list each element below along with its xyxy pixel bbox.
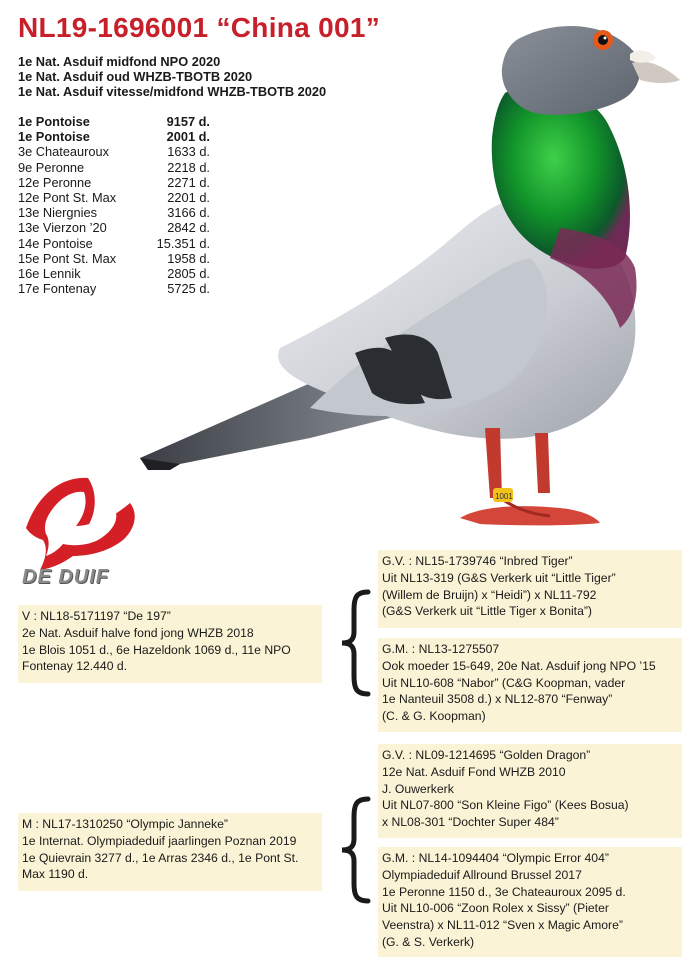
- grandfather-maternal-box: [378, 744, 682, 838]
- result-place: 13e Vierzon ’20: [18, 220, 107, 236]
- result-distance: 2271 d.: [167, 174, 210, 190]
- result-place: 3e Chateauroux: [18, 144, 110, 160]
- result-place: 17e Fontenay: [18, 281, 97, 297]
- pedigree-line: G.M. : NL14-1094404 “Olympic Error 404”: [382, 851, 609, 865]
- pedigree-line: 1e Peronne 1150 d., 3e Chateauroux 2095 d.: [382, 884, 626, 899]
- father-line: V : NL18-5171197 “De 197”: [22, 609, 171, 623]
- result-distance: 15.351 d.: [156, 235, 210, 251]
- mother-line: M : NL17-1310250 “Olympic Janneke”: [22, 817, 228, 831]
- pedigree-line: Uit NL07-800 “Son Kleine Figo” (Kees Bosua): [382, 798, 629, 813]
- result-place: 9e Peronne: [18, 159, 85, 175]
- result-place: 1e Pontoise: [18, 129, 90, 145]
- grandmother-paternal-box: [378, 638, 682, 732]
- grandmother-maternal-box: [378, 847, 682, 957]
- title-line: 1e Nat. Asduif midfond NPO 2020: [18, 54, 221, 69]
- pedigree-line: (C. & G. Koopman): [382, 709, 486, 724]
- pedigree-line: (Willem de Bruijn) x “Heidi”) x NL11-792: [382, 587, 597, 602]
- title-line: 1e Nat. Asduif oud WHZB-TBOTB 2020: [18, 69, 253, 84]
- pedigree-line: x NL08-301 “Dochter Super 484”: [382, 815, 559, 830]
- pedigree-line: G.V. : NL15-1739746 “Inbred Tiger”: [382, 554, 573, 568]
- result-distance: 1633 d.: [167, 144, 210, 160]
- result-place: 1e Pontoise: [18, 114, 90, 129]
- result-place: 12e Peronne: [18, 174, 92, 190]
- pigeon-photo: [140, 18, 685, 538]
- father-box: [18, 605, 322, 683]
- result-distance: 2805 d.: [167, 266, 210, 282]
- result-distance: 2842 d.: [167, 220, 210, 236]
- mother-line: 1e Internat. Olympiadeduif jaarlingen Poznan 2019: [22, 833, 297, 848]
- leg-ring: 1001: [495, 492, 513, 501]
- result-place: 16e Lennik: [18, 266, 81, 282]
- grandfather-paternal-box: [378, 550, 682, 628]
- pedigree-line: Uit NL10-608 “Nabor” (C&G Koopman, vader: [382, 675, 626, 690]
- pedigree-line: 1e Nanteuil 3508 d.) x NL12-870 “Fenway”: [382, 692, 613, 707]
- mother-line: Max 1190 d.: [22, 867, 89, 882]
- pedigree-line: Ook moeder 15-649, 20e Nat. Asduif jong NPO ’15: [382, 658, 656, 673]
- pedigree-line: G.V. : NL09-1214695 “Golden Dragon”: [382, 748, 591, 762]
- brace-icon: [338, 795, 372, 905]
- result-distance: 1958 d.: [167, 250, 210, 266]
- page-title: NL19-1696001 “China 001”: [18, 12, 381, 43]
- pedigree-line: 12e Nat. Asduif Fond WHZB 2010: [382, 764, 566, 779]
- brace-icon: [338, 588, 372, 698]
- result-distance: 9157 d.: [166, 114, 210, 129]
- result-place: 15e Pont St. Max: [18, 250, 117, 266]
- mother-box: [18, 813, 322, 891]
- logo-text: DE DUIF: [22, 566, 109, 588]
- title-line: 1e Nat. Asduif vitesse/midfond WHZB-TBOTB 2020: [18, 84, 327, 99]
- pedigree-line: Veenstra) x NL11-012 “Sven x Magic Amore”: [382, 918, 623, 933]
- result-place: 14e Pontoise: [18, 235, 93, 251]
- father-line: 1e Blois 1051 d., 6e Hazeldonk 1069 d., 11e NPO: [22, 642, 291, 657]
- pedigree-line: (G. & S. Verkerk): [382, 934, 475, 949]
- mother-line: 1e Quievrain 3277 d., 1e Arras 2346 d., 1e Pont St.: [22, 850, 299, 865]
- father-line: 2e Nat. Asduif halve fond jong WHZB 2018: [22, 625, 254, 640]
- pedigree-line: Olympiadeduif Allround Brussel 2017: [382, 867, 582, 882]
- result-distance: 2001 d.: [166, 129, 210, 145]
- pedigree-line: J. Ouwerkerk: [382, 781, 454, 796]
- result-distance: 2201 d.: [167, 190, 210, 206]
- father-line: Fontenay 12.440 d.: [22, 659, 128, 674]
- result-distance: 3166 d.: [167, 205, 210, 221]
- pedigree-line: Uit NL10-006 “Zoon Rolex x Sissy” (Pieter: [382, 901, 609, 916]
- result-distance: 2218 d.: [167, 159, 210, 175]
- pedigree-line: Uit NL13-319 (G&S Verkerk uit “Little Tiger”: [382, 570, 616, 585]
- result-place: 13e Niergnies: [18, 205, 97, 221]
- result-distance: 5725 d.: [167, 281, 210, 297]
- pedigree-line: (G&S Verkerk uit “Little Tiger x Bonita”): [382, 604, 592, 619]
- pedigree-line: G.M. : NL13-1275507: [382, 642, 500, 656]
- result-place: 12e Pont St. Max: [18, 190, 117, 206]
